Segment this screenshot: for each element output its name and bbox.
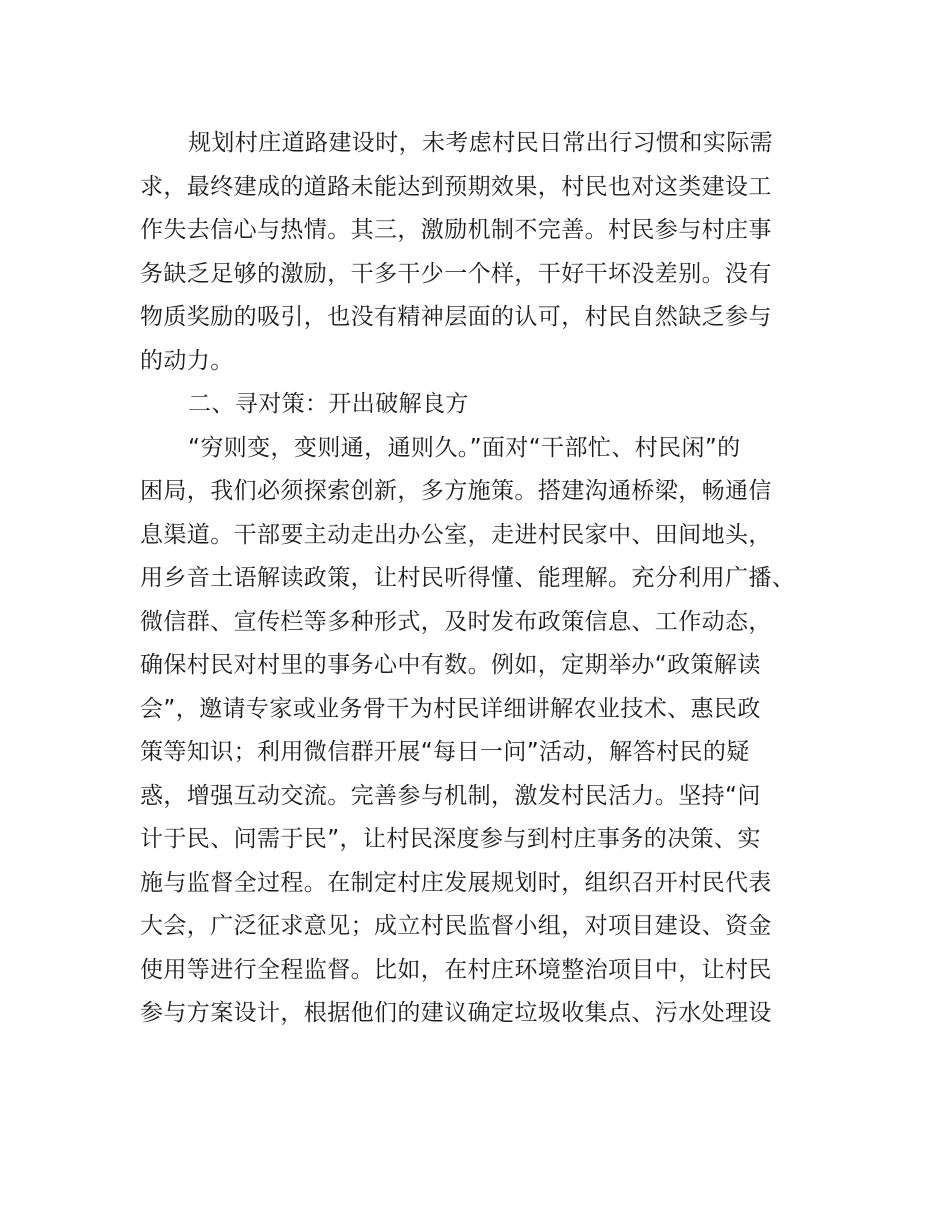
- text-line: 计于民、问需于民”，让村民深度参与到村庄事务的决策、实: [140, 826, 761, 852]
- text-line: 困局，我们必须探索创新，多方施策。搭建沟通桥梁，畅通信: [140, 478, 772, 504]
- text-line: 微信群、宣传栏等多种形式，及时发布政策信息、工作动态，: [140, 608, 772, 635]
- text-line: 施与监督全过程。在制定村庄发展规划时，组织召开村民代表: [140, 869, 772, 896]
- text-line: 会”，邀请专家或业务骨干为村民详细讲解农业技术、惠民政: [140, 695, 761, 722]
- text-line: 的动力。: [140, 347, 234, 374]
- text-line: 息渠道。干部要主动走出办公室，走进村民家中、田间地头，: [140, 521, 772, 548]
- text-line: 惑，增强互动交流。完善参与机制，激发村民活力。坚持“问: [140, 782, 761, 809]
- text-line: 大会，广泛征求意见；成立村民监督小组，对项目建设、资金: [140, 913, 772, 939]
- text-line: 规划村庄道路建设时，未考虑村民日常出行习惯和实际需: [188, 130, 773, 156]
- text-line: 使用等进行全程监督。比如，在村庄环境整治项目中，让村民: [140, 956, 772, 983]
- text-line: “穷则变，变则通，通则久。”面对“干部忙、村民闲”的: [188, 434, 741, 461]
- text-line: 确保村民对村里的事务心中有数。例如，定期举办“政策解读: [140, 652, 761, 678]
- text-line: 用乡音土语解读政策，让村民听得懂、能理解。充分利用广播、: [140, 565, 796, 591]
- text-line: 求，最终建成的道路未能达到预期效果，村民也对这类建设工: [140, 173, 772, 200]
- text-line: 务缺乏足够的激励，干多干少一个样，干好干坏没差别。没有: [140, 260, 772, 287]
- text-line: 二、寻对策：开出破解良方: [188, 391, 469, 417]
- text-line: 物质奖励的吸引，也没有精神层面的认可，村民自然缺乏参与: [140, 304, 772, 330]
- text-line: 作失去信心与热情。其三，激励机制不完善。村民参与村庄事: [140, 217, 772, 243]
- body-text: [140, 122, 812, 1036]
- text-line: 参与方案设计，根据他们的建议确定垃圾收集点、污水处理设: [140, 1000, 772, 1026]
- text-line: 策等知识；利用微信群开展“每日一问”活动，解答村民的疑: [140, 739, 750, 765]
